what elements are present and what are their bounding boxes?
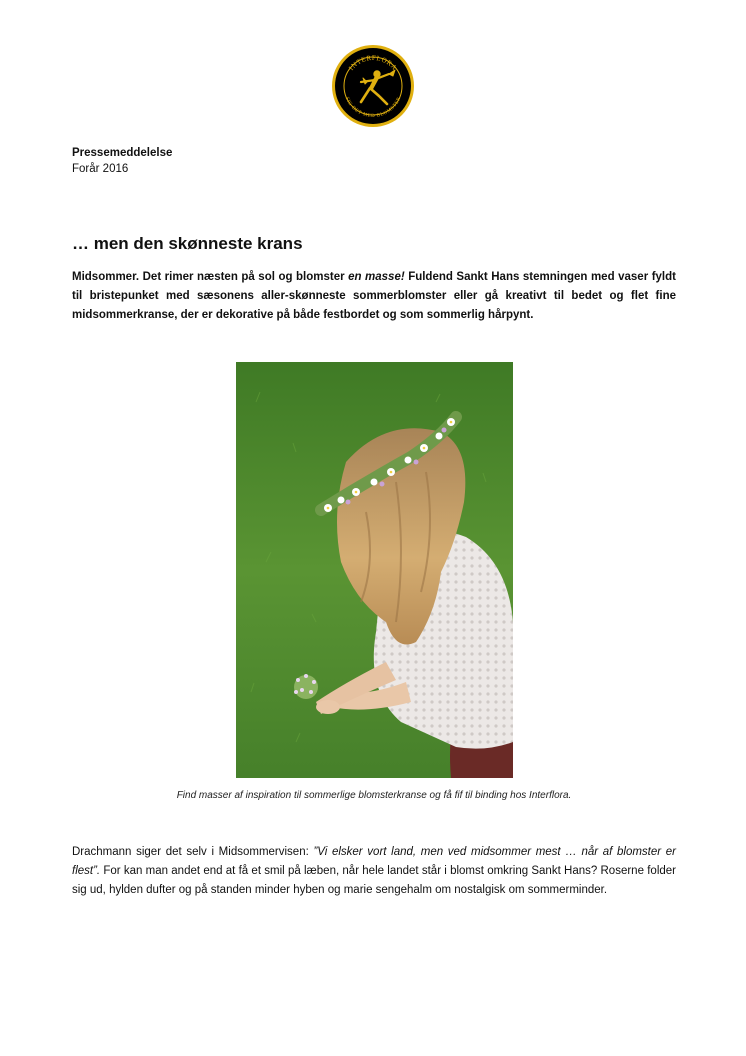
document-meta (72, 145, 172, 177)
document-date: Forår 2016 (72, 163, 129, 175)
body-text-2: For kan man andet end at få et smil på læben, når hele landet står i blomst omkring Sankt Hans? Roserne folder sig ud, hylden dufter og på standen minder hyben og marie sengehalm om nostalgisk om sommerminder. (72, 865, 676, 896)
lead-text-1: Midsommer. Det rimer næsten på sol og blomster (72, 271, 349, 283)
feature-photo (236, 362, 513, 778)
lead-paragraph (72, 268, 676, 325)
lead-text-2: Fuldend Sankt Hans stemningen med vaser fyldt til bristepunket med sæsonens aller-skønneste sommerblomster eller gå kreativt til bedet og flet fine midsommerkranse, der er dekorative på både festbordet og som sommerlig hårpynt. (72, 271, 676, 321)
page-heading: … men den skønneste krans (72, 234, 303, 253)
body-text-1: Drachmann siger det selv i Midsommervisen: (72, 846, 314, 858)
svg-text:INTERFLORA: INTERFLORA (347, 53, 399, 72)
svg-text:SIG DET MED BLOMSTER: SIG DET MED BLOMSTER (343, 96, 403, 120)
body-paragraph (72, 843, 676, 900)
lead-emphasis: en masse! (348, 271, 405, 283)
photo-caption: Find masser af inspiration til sommerlige blomsterkranse og få fif til binding hos Interflora. (176, 790, 572, 801)
body-quote: ”Vi elsker vort land, men ved midsommer mest … når af blomster er flest”. (72, 846, 676, 877)
interflora-logo (331, 44, 415, 128)
document-type: Pressemeddelelse (72, 147, 173, 159)
